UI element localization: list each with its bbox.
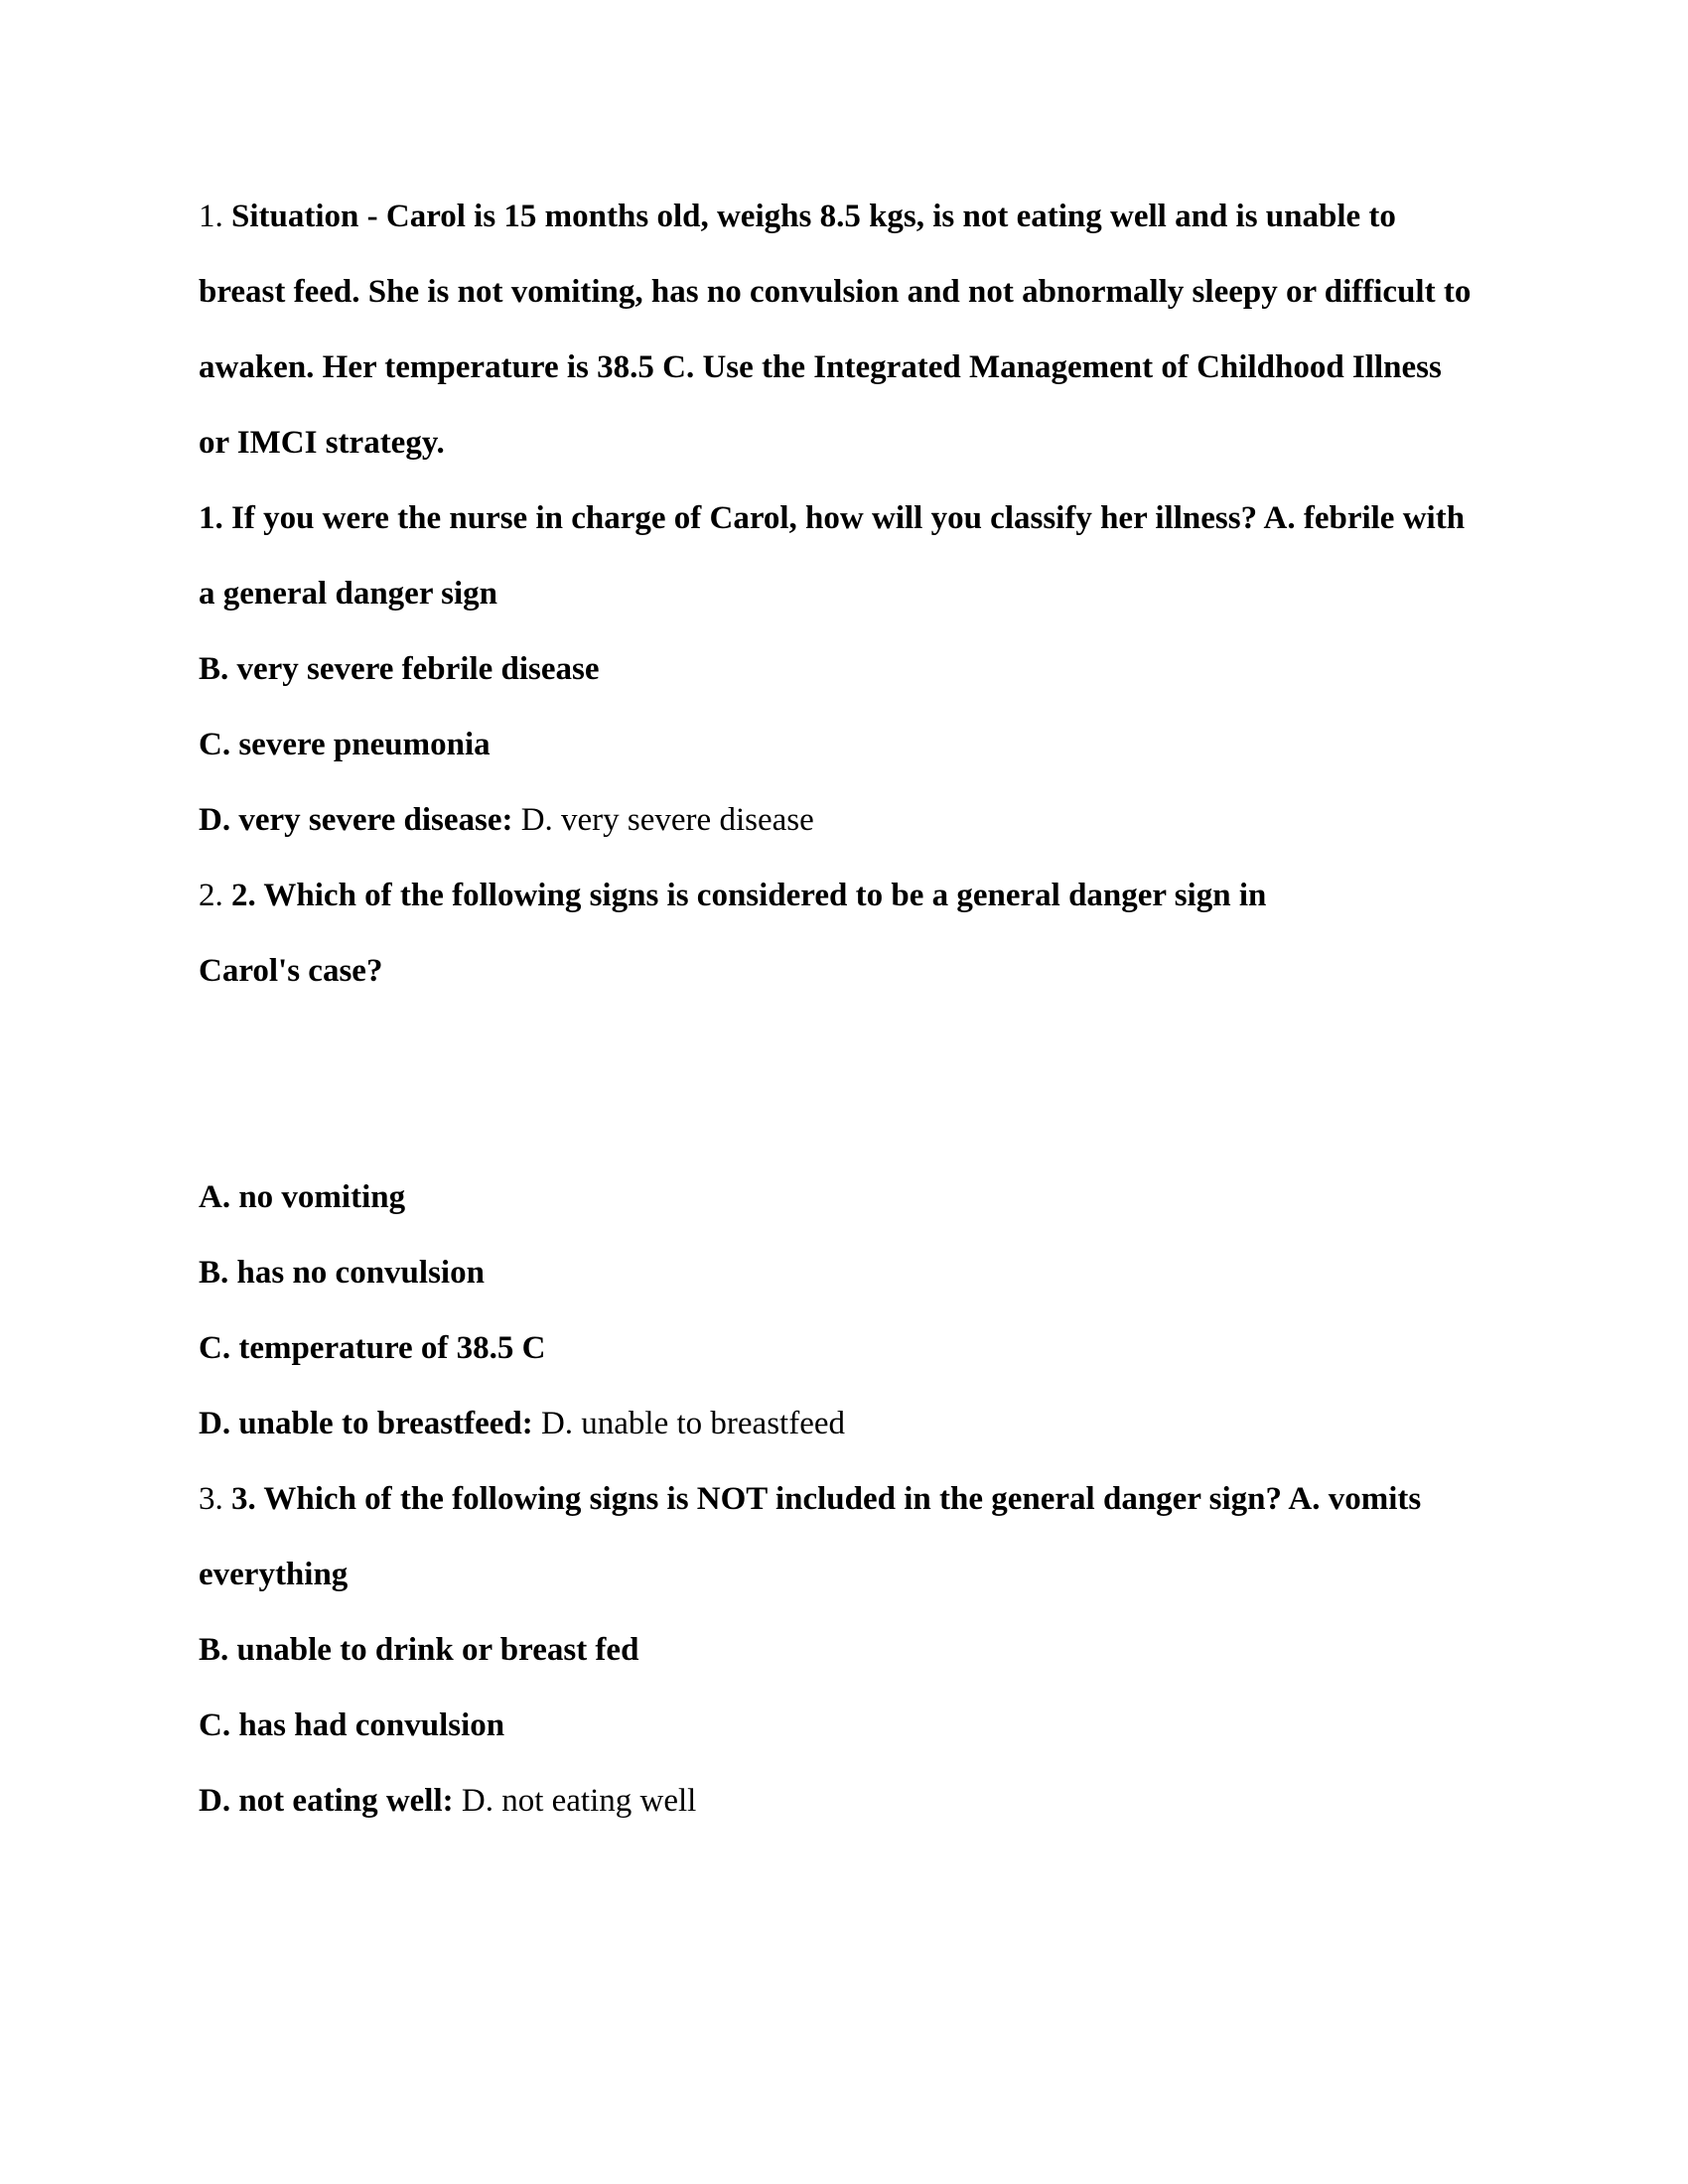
q1-line-6: a general danger sign (199, 576, 497, 612)
q3-option-c: C. has had convulsion (199, 1707, 505, 1743)
q2-option-a: A. no vomiting (199, 1179, 406, 1215)
q3-line-1 (199, 1479, 1489, 1519)
q3-line-2: everything (199, 1557, 349, 1592)
q3-option-b: B. unable to drink or breast fed (199, 1632, 639, 1668)
q3-answer: D. not eating well (461, 1783, 697, 1819)
q2-option-b: B. has no convulsion (199, 1255, 485, 1291)
q1-line-3: awaken. Her temperature is 38.5 C. Use the Integrated Management of Childhood Illness (199, 349, 1442, 385)
q2-line-2: Carol's case? (199, 953, 383, 989)
q2-option-d: D. unable to breastfeed: (199, 1406, 533, 1441)
q2-option-c: C. temperature of 38.5 C (199, 1330, 546, 1366)
q1-answer: D. very severe disease (520, 802, 814, 838)
q1-option-b: B. very severe febrile disease (199, 651, 600, 687)
q1-line-2: breast feed. She is not vomiting, has no convulsion and not abnormally sleepy or difficult to (199, 274, 1472, 310)
q1-text: Situation - Carol is 15 months old, weighs 8.5 kgs, is not eating well and is unable to (231, 199, 1396, 234)
q2-text: 2. Which of the following signs is considered to be a general danger sign in (231, 878, 1267, 913)
q2-answer: D. unable to breastfeed (540, 1406, 845, 1441)
q3-option-d-line (199, 1781, 1489, 1821)
q1-line-5: 1. If you were the nurse in charge of Carol, how will you classify her illness? A. febrile with (199, 500, 1466, 536)
q1-line-4: or IMCI strategy. (199, 425, 445, 461)
q1-number: 1. (199, 199, 223, 234)
q1-option-d-line (199, 800, 1489, 840)
q1-option-d: D. very severe disease: (199, 802, 513, 838)
q1-option-c: C. severe pneumonia (199, 727, 491, 762)
q3-option-d: D. not eating well: (199, 1783, 454, 1819)
q1-line-1 (199, 197, 1489, 236)
q2-option-d-line (199, 1404, 1489, 1443)
q3-number: 3. (199, 1481, 223, 1517)
q3-text: 3. Which of the following signs is NOT included in the general danger sign? A. vomits (231, 1481, 1422, 1517)
q2-number: 2. (199, 878, 223, 913)
q2-line-1 (199, 876, 1489, 915)
